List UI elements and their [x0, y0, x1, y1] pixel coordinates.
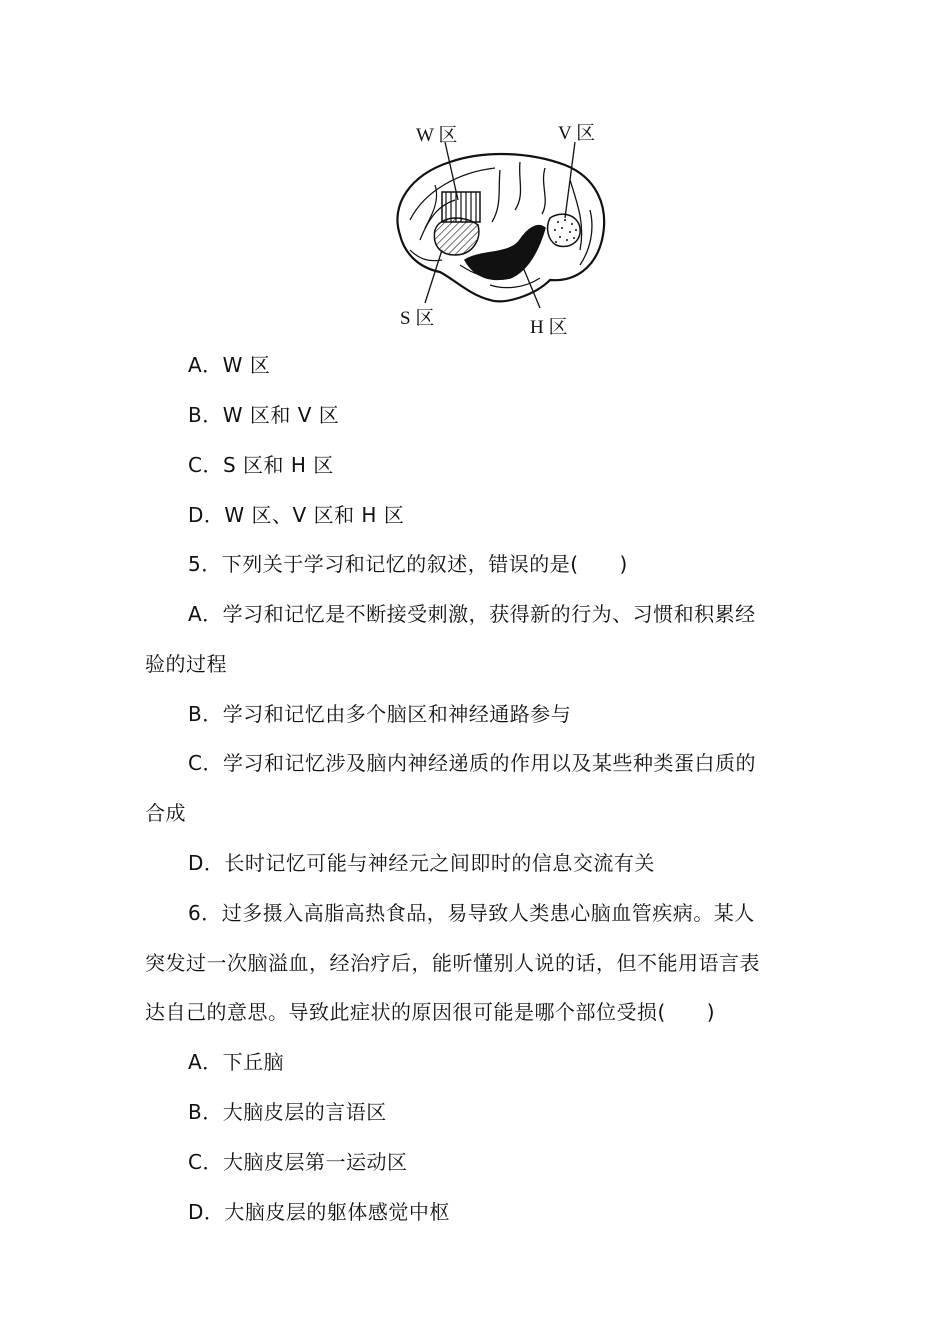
q4-option-c: C．S 区和 H 区: [188, 453, 334, 477]
q6-stem-line3: 达自己的意思。导致此症状的原因很可能是哪个部位受损( ): [145, 1000, 716, 1024]
brain-figure: [380, 110, 620, 340]
q6-option-b: B．大脑皮层的言语区: [188, 1100, 387, 1124]
label-s-area: S 区: [400, 308, 435, 329]
q5-option-c-line2: 合成: [145, 801, 186, 825]
v-leader: [565, 142, 575, 218]
s-region: [434, 218, 479, 255]
q6-stem-line2: 突发过一次脑溢血，经治疗后，能听懂别人说的话，但不能用语言表: [145, 951, 760, 975]
q6-option-c: C．大脑皮层第一运动区: [188, 1150, 408, 1174]
h-leader: [520, 260, 540, 308]
q6-stem-line1: 6．过多摄入高脂高热食品，易导致人类患心脑血管疾病。某人: [188, 901, 755, 925]
q5-option-a-line1: A．学习和记忆是不断接受刺激，获得新的行为、习惯和积累经: [188, 602, 756, 626]
label-h-area: H 区: [530, 317, 568, 338]
q5-option-b: B．学习和记忆由多个脑区和神经通路参与: [188, 702, 572, 726]
s-leader: [425, 250, 442, 303]
q5-option-d: D．长时记忆可能与神经元之间即时的信息交流有关: [188, 851, 655, 875]
q6-option-d: D．大脑皮层的躯体感觉中枢: [188, 1200, 450, 1224]
q4-option-d: D．W 区、V 区和 H 区: [188, 503, 405, 527]
label-w-area: W 区: [416, 125, 458, 146]
q5-option-a-line2: 验的过程: [145, 652, 227, 676]
q5-stem: 5．下列关于学习和记忆的叙述，错误的是( ): [188, 552, 628, 576]
q4-option-b: B．W 区和 V 区: [188, 403, 340, 427]
q6-option-a: A．下丘脑: [188, 1050, 285, 1074]
q5-option-c-line1: C．学习和记忆涉及脑内神经递质的作用以及某些种类蛋白质的: [188, 751, 756, 775]
label-v-area: V 区: [558, 123, 596, 144]
q4-option-a: A．W 区: [188, 353, 271, 377]
